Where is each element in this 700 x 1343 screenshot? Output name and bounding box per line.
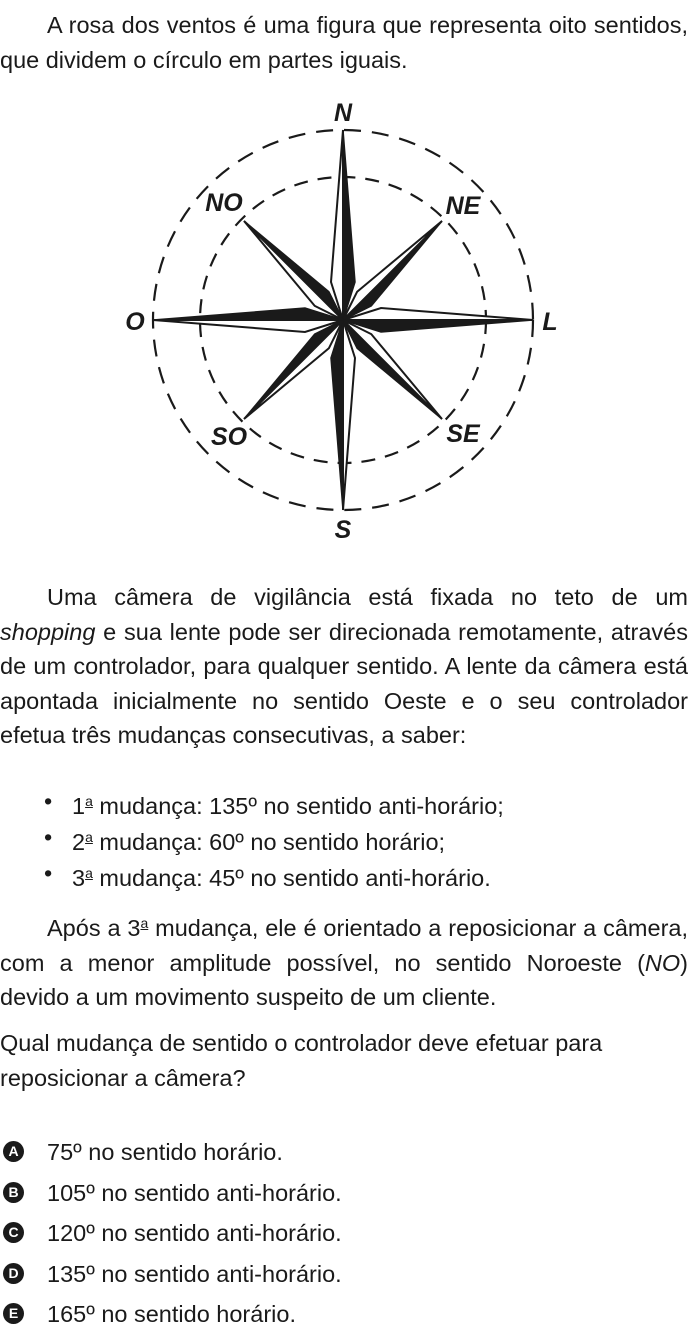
after-change-paragraph <box>0 906 688 1015</box>
option-letter-badge: C <box>3 1222 24 1243</box>
change-item <box>0 819 504 855</box>
change-text: mudança: 60º no sentido horário; <box>92 829 446 855</box>
compass-star <box>153 130 533 510</box>
compass-point-light <box>343 320 442 419</box>
ordinal-indicator: a <box>85 865 93 881</box>
option-text: 75º no sentido horário. <box>47 1139 283 1165</box>
compass-point-light <box>153 320 343 332</box>
label-so: SO <box>210 423 248 451</box>
compass-point-dark <box>343 320 533 332</box>
change-text: mudança: 135º no sentido anti-horário; <box>92 793 504 819</box>
change-text: mudança: 45º no sentido anti-horário. <box>92 865 491 891</box>
compass-point-light <box>343 308 533 320</box>
after-change-text-3: ) devido a um movimento suspeito de um cliente. <box>0 949 688 1010</box>
after-change-text-2: mudança, ele é orientado a reposicionar a câmera, com a menor amplitude possível, no sentido Noroeste ( <box>0 915 688 976</box>
change-number: 1 <box>72 793 86 819</box>
option-letter-badge: B <box>3 1182 24 1203</box>
option-text: 120º no sentido anti-horário. <box>47 1220 342 1246</box>
option-c[interactable] <box>0 1216 342 1257</box>
bullet-dot: • <box>44 860 53 886</box>
option-a[interactable] <box>0 1135 342 1176</box>
after-change-italic: NO <box>644 949 681 976</box>
after-change-text-1: Após a 3 <box>47 915 141 941</box>
scenario-text-1: Uma câmera de vigilância está fixada no teto de um <box>47 584 688 610</box>
answer-options <box>0 1135 342 1338</box>
changes-list <box>0 783 504 891</box>
option-text: 165º no sentido horário. <box>47 1301 296 1327</box>
option-b[interactable] <box>0 1176 342 1217</box>
bullet-dot: • <box>44 788 53 814</box>
scenario-italic: shopping <box>0 618 96 645</box>
compass-point-dark <box>343 130 355 320</box>
ordinal-indicator: a <box>85 829 93 845</box>
compass-point-dark <box>331 320 343 510</box>
label-no: NO <box>205 189 243 217</box>
option-e[interactable] <box>0 1297 342 1338</box>
scenario-paragraph <box>0 580 688 753</box>
option-letter-badge: A <box>3 1141 24 1162</box>
label-se: SE <box>446 420 480 448</box>
label-o: O <box>125 308 145 336</box>
bullet-dot: • <box>44 824 53 850</box>
compass-point-light <box>343 221 442 320</box>
scenario-text-2: e sua lente pode ser direcionada remotamente, através de um controlador, para qualquer sentido. A lente da câmera está apontada inicialmente no sentido Oeste e o seu controlador efetua três mudanças consecutivas, a saber: <box>0 618 688 748</box>
ordinal-indicator: a <box>85 793 93 809</box>
change-item <box>0 855 504 891</box>
compass-point-light <box>244 320 343 419</box>
compass-point-light <box>343 320 355 510</box>
change-item <box>0 783 504 819</box>
change-number: 3 <box>72 865 86 891</box>
label-l: L <box>542 308 558 336</box>
ordinal-indicator: a <box>140 915 149 931</box>
compass-point-light <box>244 221 343 320</box>
label-s: S <box>334 516 352 544</box>
compass-point-light <box>331 130 343 320</box>
option-letter-badge: D <box>3 1263 24 1284</box>
option-text: 105º no sentido anti-horário. <box>47 1179 342 1206</box>
intro-paragraph: A rosa dos ventos é uma figura que representa oito sentidos, que dividem o círculo em partes iguais. <box>0 12 688 73</box>
question-text: Qual mudança de sentido o controlador deve efetuar para reposicionar a câmera? <box>0 1030 603 1091</box>
option-letter-badge: E <box>3 1303 24 1324</box>
option-d[interactable] <box>0 1257 342 1298</box>
compass-rose-figure <box>110 90 590 550</box>
change-number: 2 <box>72 829 86 855</box>
label-ne: NE <box>445 192 481 220</box>
option-text: 135º no sentido anti-horário. <box>47 1260 342 1287</box>
label-n: N <box>333 99 353 127</box>
compass-point-dark <box>153 308 343 320</box>
